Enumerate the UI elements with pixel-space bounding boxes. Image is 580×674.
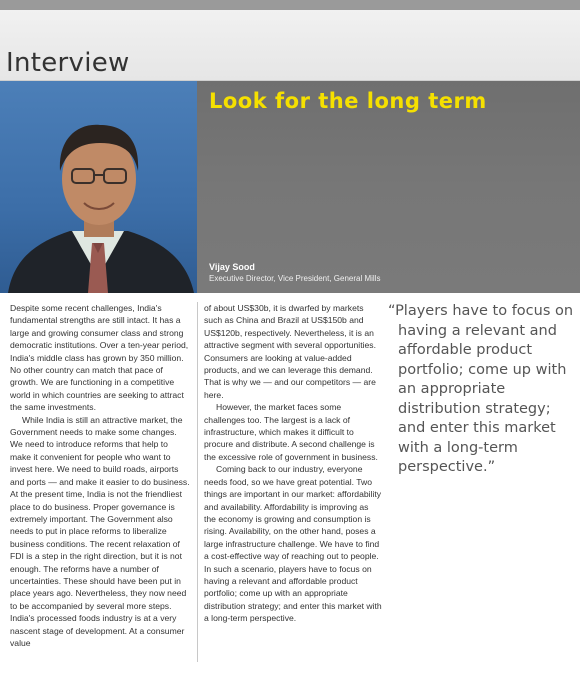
paragraph: Despite some recent challenges, India's fundamental strengths are still intact. It has a large and growing consumer class and strong democratic institutions. Over a ten-year period, India's middle class has grown by 350 million. No other country can match that pace of growth. We are functioning in a competitive world in which countries are seeking to attract the same investments. <box>10 303 189 413</box>
paragraph: However, the market faces some challenges too. The largest is a lack of infrastructure, which makes it difficult to procure and distribute. A second challenge is the excessive role of government in business. <box>204 402 378 462</box>
article-column-1 <box>10 302 190 649</box>
pull-quote: “Players have to focus on having a relevant and affordable product portfolio; come up with an appropriate distribution strategy; and enter this market with a long-term perspective.” <box>388 303 574 475</box>
hero-banner <box>0 81 580 293</box>
headline: Look for the long term <box>209 89 487 113</box>
paragraph: While India is still an attractive market, the Government needs to make some changes. We need to introduce reforms that help to make it convenient for people who want to invest here. We need to build roads, airports and ports — and make it easier to do business. At the present time, India is not the friendliest place to do business. Proper governance is extremely important. The Government also needs to put in place reforms to liberalize business conditions. The recent relaxation of FDI is a step in the right direction, but it is not enough. The reforms have a number of uncertainties. These should have been put in place years ago. Nevertheless, they now need to be accompanied by several more steps. India's processed foods industry is at a very nascent stage of development. At a consumer value <box>10 414 190 648</box>
column-divider <box>197 302 198 662</box>
section-header <box>0 10 580 81</box>
section-title: Interview <box>6 48 130 78</box>
person-name: Vijay Sood <box>209 262 255 272</box>
paragraph: Coming back to our industry, everyone needs food, so we have great potential. Two things are important in our market: affordability and availability. Affordability is improving as the economy is growing and consumption is rising. Availability, on the other hand, poses a large infrastructure challenge. We have to find a cost-effective way of reaching out to people. In such a scenario, players have to focus on having a relevant and affordable product portfolio; come up with an appropriate distribution strategy; and enter this market with a long-term perspective. <box>204 464 382 624</box>
portrait-illustration <box>0 81 197 293</box>
article-column-2 <box>204 302 382 625</box>
top-bar <box>0 0 580 10</box>
hero-text-panel <box>197 81 580 293</box>
person-title: Executive Director, Vice President, General Mills <box>209 274 381 283</box>
portrait-photo <box>0 81 197 293</box>
paragraph: of about US$30b, it is dwarfed by markets such as China and Brazil at US$150b and US$120b, respectively. Nevertheless, it is an attractive segment with several opportunities. Consumers are looking at value-added products, and we can leverage this demand. That is why we — and our competitors — are here. <box>204 303 376 400</box>
